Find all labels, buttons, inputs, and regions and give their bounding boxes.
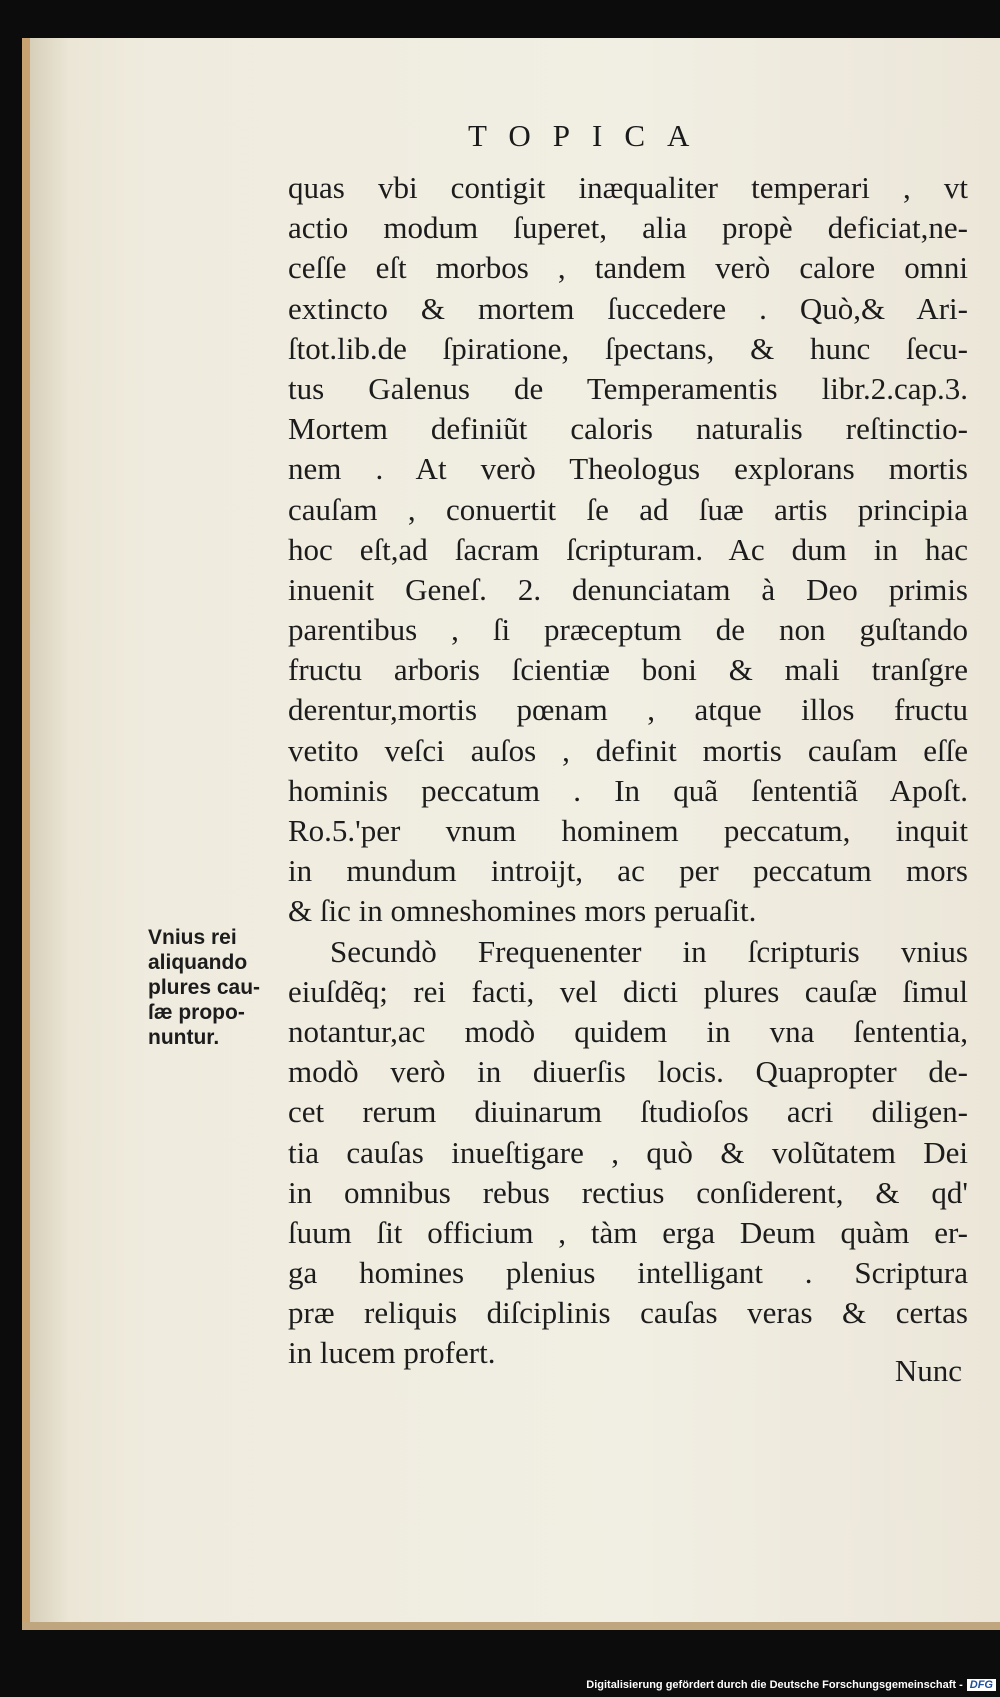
text-line: cet rerum diuinarum ſtudioſos acri diligen- <box>288 1094 968 1130</box>
text-line: ga homines plenius intelligant . Scriptura <box>288 1255 968 1291</box>
text-line: Ro.5.'per vnum hominem peccatum, inquit <box>288 813 968 848</box>
digitization-credit <box>586 1679 996 1691</box>
margin-note-line: nuntur. <box>148 1026 220 1049</box>
margin-note-line: aliquando <box>148 951 248 974</box>
text-line: modò verò in diuerſis locis. Quapropter de- <box>288 1054 968 1090</box>
text-line: derentur,mortis pœnam , atque illos fructu <box>288 692 968 728</box>
text-line: quas vbi contigit inæqualiter temperari , vt <box>288 170 968 205</box>
text-line: ceſſe eſt morbos , tandem verò calore omni <box>288 250 968 286</box>
margin-note-line: ſæ propo- <box>148 1001 245 1024</box>
text-line: fructu arboris ſcientiæ boni & mali tranſgre <box>288 652 968 688</box>
text-line: cauſam , conuertit ſe ad ſuæ artis principia <box>288 491 968 527</box>
text-line: tus Galenus de Temperamentis libr.2.cap.3. <box>288 370 968 406</box>
text-line: eiuſdẽq; rei facti, vel dicti plures cauſæ ſimul <box>288 973 968 1009</box>
marginal-note <box>148 925 288 1050</box>
catchword: Nunc <box>894 1353 962 1388</box>
text-line: nem . At verò Theologus explorans mortis <box>288 451 968 487</box>
main-text-block <box>288 168 968 1374</box>
text-line: ſtot.lib.de ſpiratione, ſpectans, & hunc ſecu- <box>288 330 968 366</box>
text-line: vetito veſci auſos , definit mortis cauſam eſſe <box>288 732 968 768</box>
margin-note-line: Vnius rei <box>148 926 237 949</box>
text-line: hoc eſt,ad ſacram ſcripturam. Ac dum in hac <box>288 531 968 567</box>
text-line: in lucem profert. <box>288 1335 496 1371</box>
text-line: Secundò Frequenenter in ſcripturis vnius <box>330 933 968 969</box>
running-head: TOPICA <box>468 118 712 153</box>
text-line: parentibus , ſi præceptum de non guſtando <box>288 612 968 648</box>
text-line: hominis peccatum . In quã ſententiã Apoſt. <box>288 772 968 808</box>
text-line: & ſic in omneshomines mors peruaſit. <box>288 893 757 929</box>
text-line: in mundum introijt, ac per peccatum mors <box>288 853 968 889</box>
text-line: ſuum ſit officium , tàm erga Deum quàm er- <box>288 1214 968 1250</box>
margin-note-line: plures cau- <box>148 976 261 999</box>
text-line: notantur,ac modò quidem in vna ſententia, <box>288 1013 968 1049</box>
text-line: tia cauſas inueſtigare , quò & volũtatem Dei <box>288 1134 968 1170</box>
text-line: inuenit Geneſ. 2. denunciatam à Deo primis <box>288 571 968 607</box>
text-line: extincto & mortem ſuccedere . Quò,& Ari- <box>288 290 968 326</box>
credit-text: Digitalisierung gefördert durch die Deutsche Forschungsgemeinschaft - <box>586 1679 963 1691</box>
text-line: Mortem definiũt caloris naturalis reſtinctio- <box>288 411 968 447</box>
page-edge <box>22 1622 1000 1630</box>
text-line: in omnibus rebus rectius conſiderent, & qd' <box>288 1174 968 1210</box>
text-line: præ reliquis diſciplinis cauſas veras & certas <box>288 1295 968 1331</box>
text-line: actio modum ſuperet, alia propè deficiat,ne- <box>288 210 968 246</box>
dfg-logo: DFG <box>967 1679 996 1691</box>
